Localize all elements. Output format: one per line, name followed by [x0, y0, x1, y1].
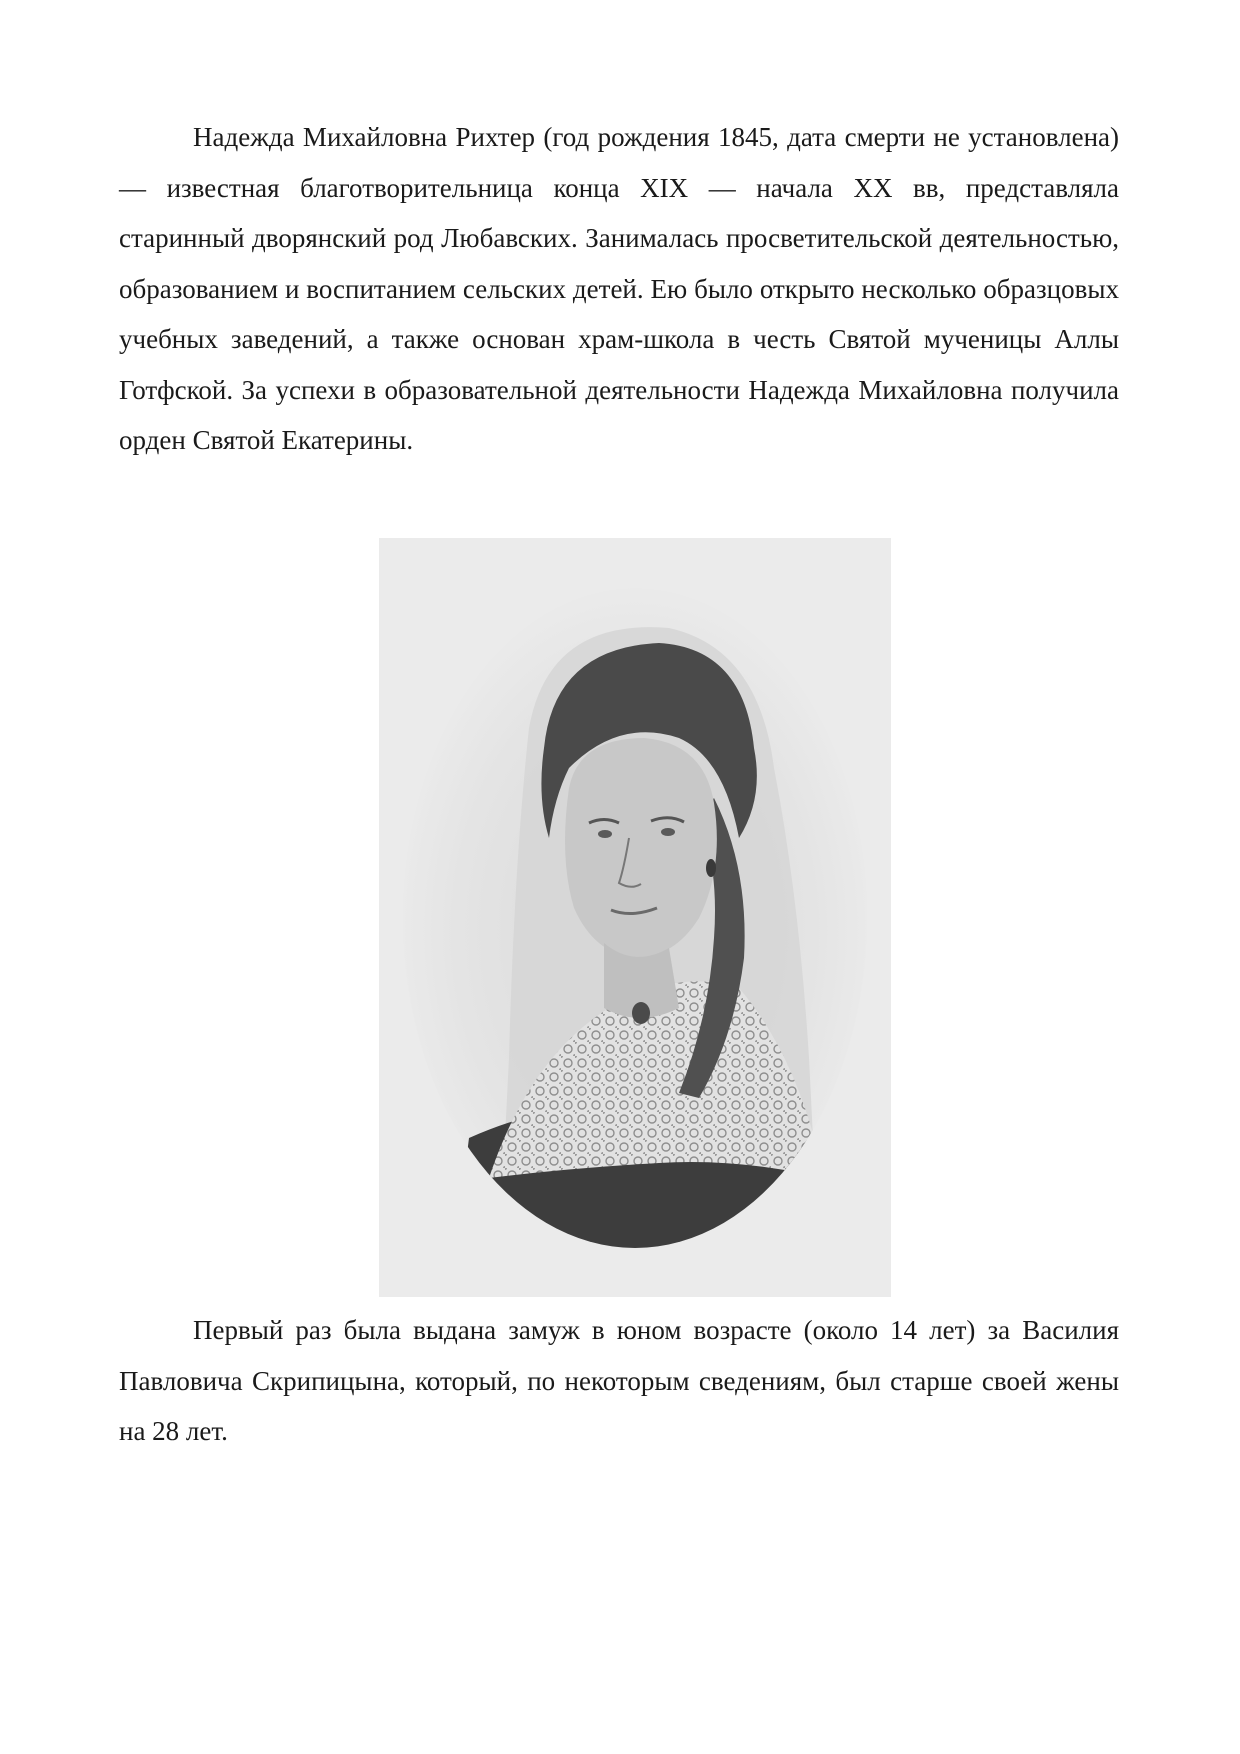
- paragraph-biography: Надежда Михайловна Рихтер (год рождения 1845, дата смерти не установлена) — известная благотворительница конца XIX — начала XX вв, представляла старинный дворянский род Любавских. Занималась просветительской деятельностью, образованием и воспитанием сельских детей. Ею было открыто несколько образцовых учебных заведений, а также основан храм-школа в честь Святой мученицы Аллы Готфской. За успехи в образовательной деятельности Надежда Михайловна получила орден Святой Екатерины.: [119, 122, 1119, 455]
- portrait-photo-icon: [379, 538, 891, 1297]
- paragraph-marriage: Первый раз была выдана замуж в юном возрасте (около 14 лет) за Василия Павловича Скрипицына, который, по некоторым сведениям, был старше своей жены на 28 лет.: [119, 1315, 1119, 1446]
- portrait-photo: [379, 538, 891, 1297]
